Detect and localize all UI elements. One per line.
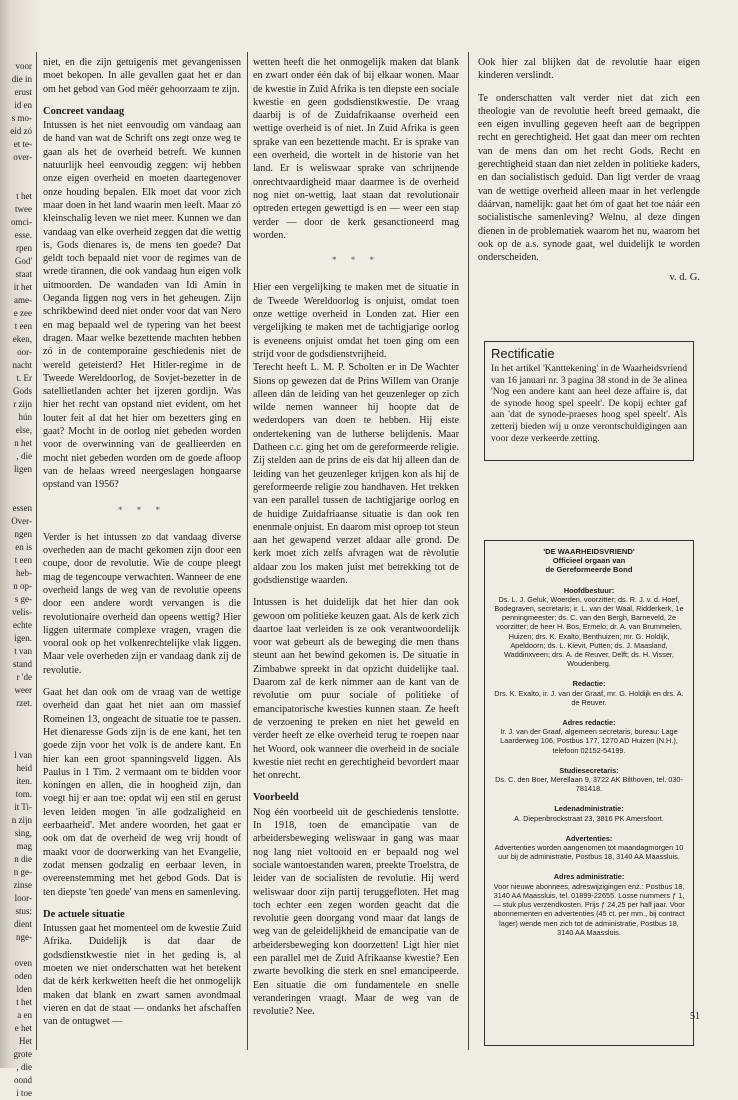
paragraph-terecht: Terecht heeft L. M. P. Scholten er in De Wachter Sions op gewezen dat de Prins Willem van Oranje alleen dán de leiding van het geuzenleger op zich wilde nemen wanneer hij hoopte dat de wederdopers van doen te hebben. Hij eiste ondertekening van de lutherse belijdenis. Maar Datheen c.c. ging het om de gereformeerde religie. Zij stelden aan de prins de eis dat hij alleen dan de leiding van het geuzenleger krijgen kon als hij de gereformeerde religie zou handhaven. Het trekken van een parallel tussen de tachtigjarige oorlog en de huidige Zuidafriaanse situatie is dan ook ten enenmale onjuist. En daarom mist oproep tot steun aan het gewapend verzet aldaar alle grond. De kerk moet zich zelfs afvragen wat de rèvolutie aldaar zou los maken juist met betrekking tot de godsdienstige waarden.	[253, 362, 459, 586]
sliver-line: essen	[12, 503, 32, 513]
sliver-line: rpen	[16, 243, 32, 253]
sliver-line: l van	[14, 750, 32, 760]
sliver-line: r 'de	[16, 672, 32, 682]
sliver-line: et te-	[13, 139, 32, 149]
colophon-organization: de Gereformeerde Bond	[545, 565, 633, 575]
sliver-line: voor	[15, 61, 32, 71]
heading-voorbeeld: Voorbeeld	[253, 792, 299, 804]
colophon-studiesecretaris: Ds. C. den Boer, Merellaan 9, 3722 AK Bilthoven, tel. 030-781418.	[495, 775, 683, 794]
sliver-line: God'	[14, 256, 32, 266]
sliver-line: grote	[13, 1049, 32, 1059]
sliver-line: loor-	[14, 893, 32, 903]
sliver-line: e het	[14, 1023, 32, 1033]
colophon-adres-redactie: Ir. J. van der Graaf, algemeen secretaris, bureau: Lage Laarderweg 106, Postbus 177, 1270 AD Huizen (N.H.), telefoon 02152-54199.	[500, 727, 678, 755]
paragraph-actuele: Intussen gaat het momenteel om de kwestie Zuid Afrika. Duidelijk is dat daar de godsdienstkwestie niet in het geding is, al moeten we niet onderschatten wat het betekent dat de kérk kerkwetten heeft die het onmogelijk maken dat blank en zwart samen avondmaal vieren en dat de staat — ondanks het afschaffen van de ontugwet —	[43, 923, 241, 1028]
sliver-line: s ge-	[14, 594, 32, 604]
sliver-line: ligen	[14, 464, 32, 474]
sliver-line: en is	[15, 542, 32, 552]
sliver-line: Het	[19, 1036, 32, 1046]
paragraph-intussen: Intussen is het duidelijk dat het hier dan ook gewoon om politieke keuzen gaat. Als de kerk zich daartoe laat verleiden is ze ook verantwoordelijk voor wat gebeurt als de beweging die men thans steunt aan het bewind gekomen is. De situatie in Zimbabwe spreekt in dat opzicht duidelijke taal. Daarom zal de kerk nimmer aan de kant van de revolutie om puur sociale of politieke of emancipatorische kwesties kunnen staan. Ze heeft de verzoening te preken en niet het geweld en verder heeft ze elke overheid terug te roepen naar het Woord, ook wanneer die overheid in de sociale kwestie niet recht en gerechtigheid bevordert maar het onrecht.	[253, 597, 460, 782]
sliver-line: eid zó	[10, 126, 32, 136]
sliver-line: t van	[14, 646, 32, 656]
sliver-line: zinse	[13, 880, 32, 890]
sliver-line: lden	[16, 984, 32, 994]
sliver-line: ame-	[14, 295, 32, 305]
sliver-line: n zijn	[11, 815, 32, 825]
colophon-heading-redactie: Redactie:	[572, 679, 606, 689]
sliver-line: it Ti-	[14, 802, 32, 812]
sliver-line: t het	[16, 191, 32, 201]
sliver-line: heid	[16, 763, 32, 773]
sliver-line: stand	[13, 659, 32, 669]
colophon-heading-studiesecretaris: Studiesecretaris:	[559, 765, 619, 775]
sliver-line: e zee	[13, 308, 32, 318]
sliver-line: tom.	[15, 789, 32, 799]
colophon-subtitle: Officieel orgaan van	[552, 556, 626, 566]
section-separator: * * *	[118, 504, 166, 515]
page-number: 51	[690, 1011, 700, 1022]
sliver-line: t. Er	[16, 373, 32, 383]
sliver-line: mag	[16, 841, 32, 851]
sliver-line	[2, 710, 32, 723]
sliver-line: ngen	[14, 529, 32, 539]
colophon-heading-adres-administratie: Adres administratie:	[553, 872, 625, 882]
sliver-line: hún	[18, 412, 32, 422]
sliver-line: oor-	[17, 347, 32, 357]
sliver-line: Gods	[12, 386, 32, 396]
sliver-line: oden	[14, 971, 32, 981]
sliver-line: a en	[17, 1010, 32, 1020]
sliver-line	[2, 489, 32, 502]
sliver-line: over-	[13, 152, 32, 162]
sliver-line	[2, 944, 32, 957]
rectificatie-box	[484, 341, 694, 461]
sliver-line	[2, 736, 32, 749]
paragraph-verder: Verder is het intussen zo dat vandaag diverse overheden aan de macht gekomen zijn door een coupe, door de revolutie. Wie de coupe pleegt mag de tegencoupe verwachten. Wanneer de ene overheid langs de weg van de revolutie opeens door een andere wordt vervangen is die revolutionaire overheid dan opeens wettig? Hier liggen uitermate complexe vragen, vragen die vooral ook op het volkenrechtelijke vlak liggen. Maar vele overheden zijn er vandaag dank zij de revolutie.	[43, 531, 241, 676]
colophon-heading-advertenties: Advertenties:	[565, 833, 613, 843]
rectificatie-text: In het artikel 'Kanttekening' in de Waarheidsvriend van 16 januari nr. 3 pagina 38 stond in de 3e alinea 'Nog een andere kant aan heel deze affaire is, dat de synode hoog spel speelt'. De kopij echter gaf aan 'dat de synode-praeses hoog spel speelt'. Als zetterij bieden wij u onze verontschuldigingen aan voor deze verkeerde zetting.	[491, 363, 687, 444]
article-column-2	[253, 56, 459, 1018]
sliver-line: i toe	[16, 1088, 32, 1098]
sliver-line: it het	[13, 282, 32, 292]
colophon-redactie: Drs. K. Exalto, ir. J. van der Graaf, mr. G. Holdijk en drs. A. de Reuver.	[494, 688, 684, 707]
sliver-line: staat	[15, 269, 32, 279]
sliver-line: oond	[14, 1075, 32, 1085]
sliver-line: n die	[14, 854, 32, 864]
sliver-line: eken,	[12, 334, 32, 344]
colophon-hoofdbestuur: Ds. L. J. Geluk, Woerden, voorzitter; ds. R. J. v. d. Hoef, Bodegraven, secretaris; ir. L. van der Waal, Ridderkerk, 1e penningmeester; ds. C. van den Bergh, Barneveld, 2e voorzitter; de heer H. Bos, Ermelo; dr. A. van Brummelen, Huizen; drs. K. Exalto, Benthuizen; mr. G. Holdijk, Apeldoorn; ds. L. Kievit, Putten; ds. J. Maasland, Waddinxveen; drs. A. de Reuver, Delft; ds. H. Visser, Woudenberg.	[494, 594, 684, 669]
sliver-line: t het	[16, 997, 32, 1007]
heading-actuele-situatie: De actuele situatie	[43, 908, 125, 920]
section-separator: * * *	[332, 255, 380, 266]
column-divider-2	[247, 52, 248, 1050]
colophon-ledenadministratie: A. Diepenbrockstraat 23, 3816 PK Amersfoort.	[514, 813, 664, 823]
sliver-line: rzet.	[16, 698, 32, 708]
sliver-line: s mo-	[11, 113, 32, 123]
sliver-line: velis-	[12, 607, 32, 617]
paragraph-wetten: wetten heeft die het onmogelijk maken dat blank en zwart onder één dak of bij elkaar wonen. Maar de kwestie in Zuid Afrika is ten diepste een sociale kwestie en geen godsdienstkwestie. De vraag daarbij is of de Zuidafrikaanse overheid een wettige overheid is of niet. In Zuid Afrika is geen sprake van een bezettende macht. Er is sprake van een overheid, die wortelt in de historie van het land. Er is weliswaar sprake van schrijnende onrechtvaardigheid maar daarmee is de overheid nog niet on-wettig, laat staan dat revolutionair optreden ertegen gewettigd is en — weer een stap verder — door de kerk gesanctioneerd mag worden.	[253, 57, 459, 241]
colophon-advertenties: Advertenties worden aangenomen tot maandagmorgen 10 uur bij de administratie, Postbus 18, 3140 AA Maassluis.	[494, 843, 684, 862]
article-column-1	[43, 56, 241, 1028]
sliver-line: iten.	[16, 776, 32, 786]
sliver-line: oven	[14, 958, 32, 968]
sliver-line: heb-	[16, 568, 32, 578]
sliver-line: stus:	[15, 906, 32, 916]
sliver-line: dient	[14, 919, 32, 929]
sliver-line: else,	[15, 425, 32, 435]
sliver-line	[2, 723, 32, 736]
sliver-line: t een	[14, 555, 32, 565]
colophon-heading-ledenadministratie: Ledenadministratie:	[554, 804, 624, 814]
paragraph-gaat: Gaat het dan ook om de vraag van de wettige overheid dan gaat het niet aan om massief Romeinen 13, ongeacht de situatie toe te passen. Het dienaresse Gods zijn is de ene kant, het ten goede zijn voor het volk is de andere kant. En hier kan een groot spanningsveld liggen. Als Paulus in 1 Tim. 2 vermaant om te bidden voor koningen en allen, die in hoogheid zijn, dan voegt hij er aan toe: opdat wij een stil en gerust leven leiden mogen 'in alle godzaligheid en eerbaarheid'. Met andere woorden, het gaat er ook om dat de overheid de weg vrij houdt of maakt voor de doorwerking van het Evangelie, zodat mensen godzalig en eerbaar leven, in overeenstemming met het gebod Gods. Dat is ten diepste 'ten goede' van mens en samenleving.	[43, 687, 241, 898]
colophon-heading-adres-redactie: Adres redactie:	[562, 718, 616, 728]
heading-concreet-vandaag: Concreet vandaag	[43, 105, 125, 117]
rectificatie-title: Rectificatie	[491, 346, 555, 361]
sliver-line	[2, 476, 32, 489]
sliver-line: twee	[15, 204, 32, 214]
sliver-line: die in	[11, 74, 32, 84]
sliver-line	[2, 177, 32, 190]
sliver-line: erust	[14, 87, 32, 97]
column-divider-1	[36, 52, 37, 1050]
article-column-3	[478, 56, 700, 285]
colophon-title: 'DE WAARHEIDSVRIEND'	[543, 547, 635, 556]
paragraph-concreet: Intussen is het niet eenvoudig om vandaag aan de hand van wat de Schrift ons zegt onze weg te gaan als het de overheid betreft. We kunnen natuurlijk heel eenvoudig zeggen: wij hebben onze eigen overheid en moeten daartegenover onze houding bepalen. Elk moet dat voor zich maar doen in het land waarin men leeft. Maar zó kleinschalig leven we niet meer. Kunnen we dan vandaag van elke overheid zeggen dat die wettig is, Gods dienares is, de mens ten goede? Dat geldt toch bepaald niet voor de regimes van de wrede tirannen, die ook vandaag hun eigen volk uitmoorden. De wandaden van Idi Amin in Oeganda liggen nog vers in het geheugen. Zijn schrikbewind deed niet onder voor dat van Nero en mag bepaald wel de typering van het beest dragen. Maar welke bezettende machten hebben zó in de contemporaine geschiedenis niet de wereld geteisterd? Het Hitler-regime in de Tweede Wereldoorlog, de Sovjet-bezetter in de satellietlanden achter het ijzeren gordijn. Was hier het recht van opstand niet evident, om het louter feit al dat het hier om bezetters ging en gaat? Mocht in de oorlog niet gebeden worden voor de overwinning van de geallieerden en mocht niet gebeden worden om de goede afloop van de helaas wreed neergeslagen hongaarse opstand van 1956?	[43, 120, 241, 491]
paragraph-voorbeeld: Nog één voorbeeld uit de geschiedenis tenslotte. In 1918, toen de emancipatie van de arbeidersbeweging weliswaar in gang was maar nog lang niet voltooid en er bepaald nog wel sociale wantoestanden waren, preekte Troelstra, de leider van de socialisten de revolutie. Hij werd weliswaar door zijn partij teruggefloten. Het mag toch echter een zegen worden geacht dat die revolutie geen doorgang vond maar dat langs de weg van de geleidelijkheid de emancipatie van de arbeidersbeweging kon doorzetten! Ligt hier niet een parallel met de Zuid Afrikaanse kwestie? Een zwarte bevolking die sterk en snel emancipeerde. Een situatie die om fundamentele en snelle veranderingen vraagt. Maar de weg van de revolutie? Nee.	[253, 806, 459, 1018]
colophon-adres-administratie: Voor nieuwe abonnees, adreswijzigingen enz.: Postbus 18, 3140 AA Maassluis, tel. 01899-22655. Losse nummers ƒ 1,— stuk plus verzendkosten. Prijs ƒ 24,25 per half jaar. Voor abonnementen en advertenties (45 ct. per mm., bij contract lager) wende men zich tot de administratie, Postbus 18, 3140 AA Maassluis.	[493, 881, 685, 937]
colophon-heading-hoofdbestuur: Hoofdbestuur:	[563, 585, 615, 595]
sliver-line	[2, 164, 32, 177]
sliver-line: id en	[14, 100, 32, 110]
paragraph-te-onderschatten: Te onderschatten valt verder niet dat zich een theologie van de revolutie heeft breed gemaakt, die een eigen invulling gegeven heeft aan de begrippen recht en gerechtigheid. Het gaat dan meer om rechten van de mens dan om het recht Gods. Recht en gerechtigheid staan dan niet zelden in politieke kaders, en dan socialistisch geduid. Dan ligt verder de vraag van de wettige overheid alleen maar in het verlengde dáárvan, namelijk: gaat het óm of gaat het toe náár een socialistische samenleving? Welnu, al deze dingen dienen in de problematiek waarom het nu, waarom het ook op de a.s. synode gaat, wel duidelijk te worden onderscheiden.	[478, 92, 700, 264]
sliver-line: sing,	[14, 828, 32, 838]
column-divider-3	[468, 52, 469, 1050]
sliver-line: esse.	[14, 230, 32, 240]
paragraph-hier: Hier een vergelijking te maken met de situatie in de Tweede Wereldoorlog is onjuist, omdat toen onze wettige overheid in Londen zat. Hier een vergelijking te maken met de tachtigjarige oorlog is eveneens onjuist omdat het toen ging om een strijd voor de godsdienstvrijheid.	[253, 282, 459, 360]
previous-page-sliver	[2, 60, 32, 1098]
paragraph-intro: niet, en die zijn getuigenis met gevangenissen moet bekopen. In alle gevallen gaat het er dan om het gebod van God méér gehoorzaam te zijn.	[43, 57, 241, 95]
sliver-line: t een	[14, 321, 32, 331]
sliver-line: nge-	[16, 932, 32, 942]
sliver-line: weer	[14, 685, 32, 695]
sliver-line: echte	[13, 620, 32, 630]
sliver-line: n ge-	[13, 867, 32, 877]
sliver-line: n op-	[13, 581, 32, 591]
colophon-box	[484, 540, 694, 1046]
sliver-line: n het	[14, 438, 32, 448]
sliver-line: , die	[16, 1062, 32, 1072]
sliver-line: r zijn	[13, 399, 32, 409]
sliver-line: , die	[16, 451, 32, 461]
author-signature: v. d. G.	[669, 272, 700, 284]
sliver-line: igen.	[14, 633, 32, 643]
paragraph-ook: Ook hier zal blijken dat de revolutie haar eigen kinderen verslindt.	[478, 57, 700, 82]
sliver-line: Over-	[11, 516, 32, 526]
sliver-line: nacht	[12, 360, 32, 370]
sliver-line: omci-	[11, 217, 32, 227]
